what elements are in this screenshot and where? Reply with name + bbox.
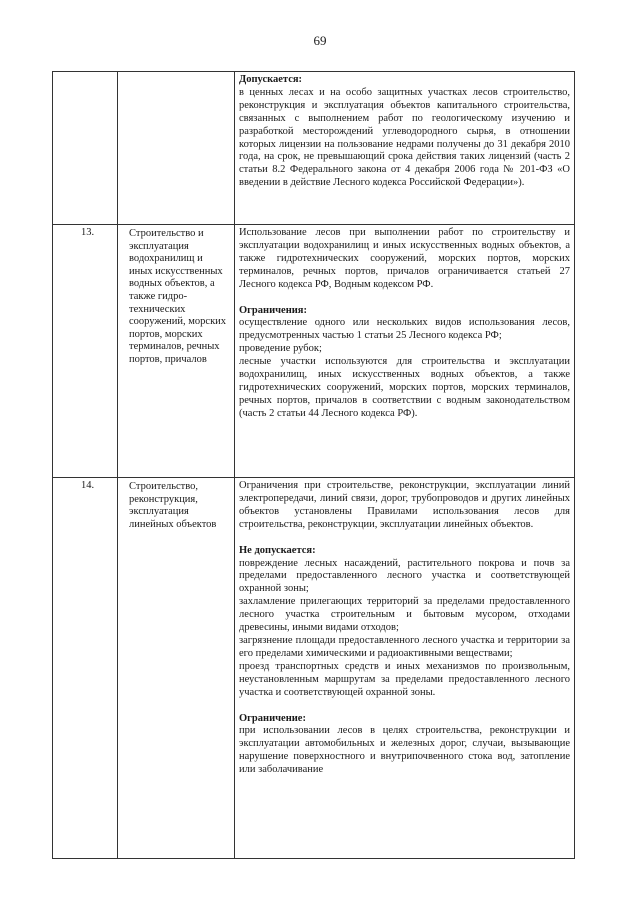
row-name: Строительство и эксплуатация водохранилищ и иных искусственных водных объектов, а также гидро-технических сооружений, морских портов, морских терминалов, речных портов, причалов [129,228,227,365]
paragraph: в ценных лесах и на особо защитных участках лесов строительство, реконструкция и эксплуатация объектов капитального строительства, связанных с выполнением работ по геологическому изучению и разработкой месторождений углеводородного сырья, в отношении которых лицензии на пользование недрами получены до 31 декабря 2010 года, на срок, не превышающий срока действия таких лицензий (часть 2 статьи 8.2 Федерального закона от 4 декабря 2006 года № 201-ФЗ «О введении в действие Лесного кодекса Российской Федерации»). [239,86,570,189]
row-name-cell [118,72,235,225]
row-number: 14. [81,480,95,491]
list-item: повреждение лесных насаждений, растительного покрова и почв за пределами предоставленного лесного участка и соответствующей охранной зоны; [239,557,570,595]
list-item: проведение рубок; [239,343,322,355]
table-row [53,225,575,478]
row-name-cell [118,225,235,478]
list-item: проезд транспортных средств и иных механизмов по произвольным, неустановленным маршрутам за пределами предоставленного лесного участка и соответствующей охранной зоны. [239,660,570,698]
section-heading: Ограничение: [239,712,306,724]
page-number: 69 [313,33,327,48]
section-heading: Допускается: [239,74,303,85]
row-content-cell [235,72,575,225]
row-name [118,72,234,75]
paragraph: при использовании лесов в целях строительства, реконструкции и эксплуатации автомобильных и железных дорог, случаи, вызывающие нарушение поверхностного и внутрипочвенного стока вод, затопление или заболачивание [239,725,570,776]
list-item: лесные участки используются для строительства и эксплуатации водохранилищ, иных искусственных водных объектов, а также гидротехнических сооружений, морских портов, морских терминалов, речных портов, причалов в соответствии с водным законодательством (часть 2 статьи 44 Лесного кодекса РФ). [239,356,570,419]
section-heading: Не допускается: [239,544,316,556]
row-number [53,72,117,74]
row-number: 13. [81,227,95,238]
intro-paragraph: Использование лесов при выполнении работ по строительству и эксплуатации водохранилищ и иных искусственных водных объектов, а также гидротехнических сооружений, морских портов, морских терминалов, речных портов, причалов ограничивается статьей 27 Лесного кодекса РФ, Водным кодексом РФ. [239,227,570,290]
list-item: осуществление одного или нескольких видов использования лесов, предусмотренных частью 1 статьи 25 Лесного кодекса РФ; [239,317,570,342]
row-number-cell [53,72,118,225]
table-row [53,72,575,225]
table-row [53,478,575,859]
list-item: захламление прилегающих территорий за пределами предоставленного лесного участка строительным и бытовым мусором, отходами древесины, иными видами отходов; [239,596,570,634]
forest-use-table [52,71,575,859]
row-name-cell [118,478,235,859]
intro-paragraph: Ограничения при строительстве, реконструкции, эксплуатации линий электропередачи, линий связи, дорог, трубопроводов и других линейных объектов установлены Правилами использования лесов для строительства, реконструкции, эксплуатации линейных объектов. [239,480,570,530]
row-content-cell [235,225,575,478]
section-heading: Ограничения: [239,304,307,316]
list-item: загрязнение площади предоставленного лесного участка и территории за его пределами химическими и радиоактивными веществами; [239,634,570,659]
row-content-cell [235,478,575,859]
row-name: Строительство, реконструкция, эксплуатация линейных объектов [129,481,217,530]
row-number-cell [53,478,118,859]
row-number-cell [53,225,118,478]
